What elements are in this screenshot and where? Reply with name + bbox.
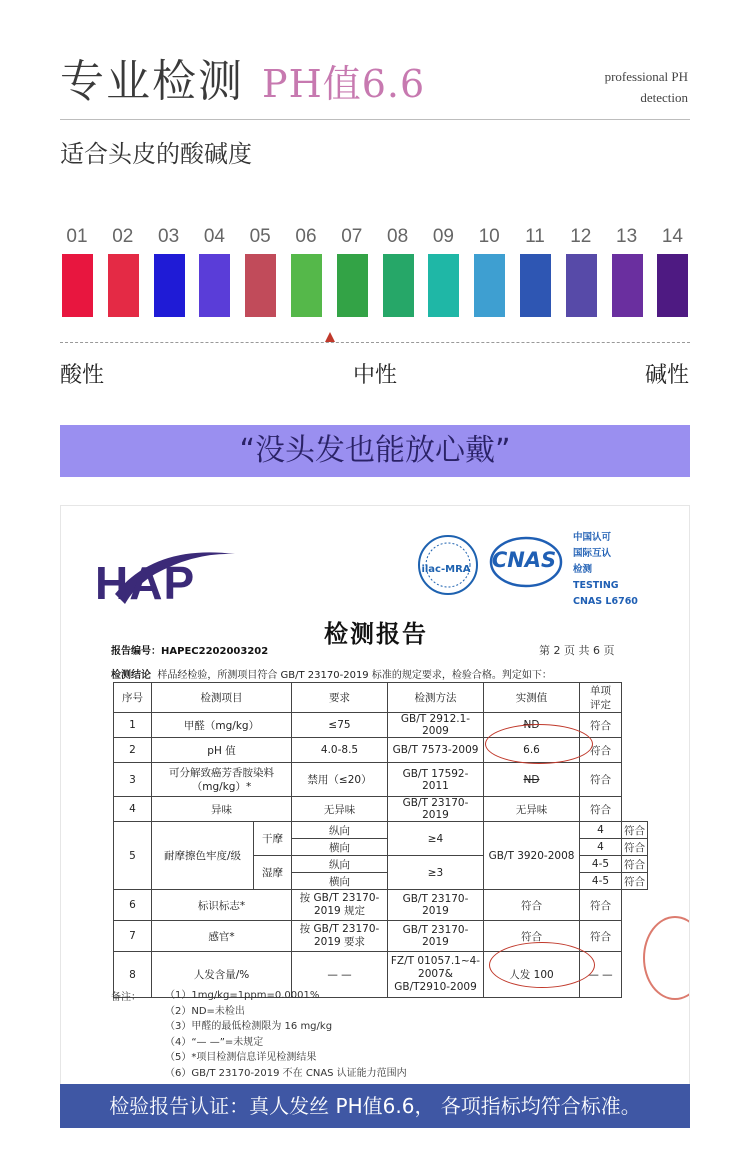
cnas-side-line: TESTING bbox=[573, 580, 619, 591]
ph-color-bar bbox=[62, 254, 93, 317]
cell: ≥3 bbox=[388, 856, 484, 890]
highlight-circle-hair bbox=[489, 942, 595, 988]
cell: GB/T 3920-2008 bbox=[484, 822, 580, 890]
cell: ≤75 bbox=[292, 713, 388, 738]
cell: 符合 bbox=[622, 839, 648, 856]
cell: 异味 bbox=[152, 797, 292, 822]
cell: 可分解致癌芳香胺染料（mg/kg）* bbox=[152, 763, 292, 797]
cell: — — bbox=[292, 952, 388, 998]
header-cell: 检测方法 bbox=[388, 683, 484, 713]
highlight-circle-ph bbox=[485, 724, 593, 764]
hap-logo-text: HAP bbox=[95, 557, 196, 609]
cell: 横向 bbox=[292, 839, 388, 856]
ph-scale-number: 11 bbox=[525, 226, 545, 247]
header-divider bbox=[60, 119, 690, 120]
notes-list bbox=[165, 988, 407, 1081]
cell: 按 GB/T 23170-2019 规定 bbox=[292, 890, 388, 921]
red-seal-stamp bbox=[643, 916, 690, 1000]
note-item: （2）ND=未检出 bbox=[165, 1005, 245, 1017]
cell: 8 bbox=[114, 952, 152, 998]
ph-color-bar bbox=[474, 254, 505, 317]
cnas-logo-text: CNAS bbox=[491, 548, 557, 572]
table-row bbox=[114, 890, 648, 921]
cnas-side-line: 检测 bbox=[573, 564, 593, 575]
cell: 符合 bbox=[580, 763, 622, 797]
ph-color-bar bbox=[657, 254, 688, 317]
cell: ND bbox=[484, 713, 580, 738]
quote-banner-text: “没头发也能放心戴” bbox=[239, 433, 511, 468]
cell: GB/T 2912.1-2009 bbox=[388, 713, 484, 738]
label-neutral: 中性 bbox=[353, 363, 398, 388]
ph-color-bar bbox=[337, 254, 368, 317]
cell: 6 bbox=[114, 890, 152, 921]
cell: 符合 bbox=[580, 738, 622, 763]
ph-scale-number: 09 bbox=[432, 226, 454, 247]
cell: 纵向 bbox=[292, 856, 388, 873]
ph-color-bar bbox=[520, 254, 551, 317]
cell: 按 GB/T 23170-2019 要求 bbox=[292, 921, 388, 952]
report-conclusion bbox=[111, 666, 552, 681]
report-number-value: HAPEC2202003202 bbox=[161, 646, 269, 657]
ph-scale-number: 08 bbox=[387, 226, 409, 247]
cell: 符合 bbox=[580, 890, 622, 921]
ph-color-bar bbox=[108, 254, 139, 317]
cell: — — bbox=[580, 952, 622, 998]
ph-color-bar bbox=[291, 254, 322, 317]
note-item: （5）*项目检测信息详见检测结果 bbox=[165, 1052, 317, 1063]
cell: GB/T 17592-2011 bbox=[388, 763, 484, 797]
ph-scale-number: 02 bbox=[112, 226, 134, 247]
report-page-info: 第 2 页 共 6 页 bbox=[539, 644, 615, 657]
ph-scale-number: 01 bbox=[66, 226, 88, 247]
note-item: （3）甲醛的最低检测限为 16 mg/kg bbox=[165, 1021, 333, 1032]
note-item: （1）1mg/kg=1ppm=0.0001% bbox=[165, 990, 320, 1001]
cell: 符合 bbox=[580, 713, 622, 738]
english-caption-line1: professional PH bbox=[604, 69, 688, 84]
cell: 无异味 bbox=[484, 797, 580, 822]
header-cell: 要求 bbox=[292, 683, 388, 713]
cell: 符合 bbox=[622, 873, 648, 890]
note-item: （6）GB/T 23170-2019 不在 CNAS 认证能力范围内 bbox=[165, 1067, 407, 1079]
ph-scale-number: 04 bbox=[203, 226, 225, 247]
cell-ph-value: 6.6 bbox=[484, 738, 580, 763]
ph-color-bar bbox=[199, 254, 230, 317]
cell: 感官* bbox=[152, 921, 292, 952]
report-number-label: 报告编号： bbox=[111, 646, 161, 657]
test-report-image bbox=[60, 505, 690, 1125]
cell: 湿摩 bbox=[254, 856, 292, 890]
cell: GB/T 23170-2019 bbox=[388, 921, 484, 952]
ph-marker-triangle-icon bbox=[325, 332, 335, 342]
cell: 符合 bbox=[622, 822, 648, 839]
ph-color-bar bbox=[154, 254, 185, 317]
cell: 符合 bbox=[484, 890, 580, 921]
ph-scale-number: 13 bbox=[616, 226, 638, 247]
cnas-side-line: CNAS L6760 bbox=[573, 596, 638, 607]
note-item: （4）“— —”=未规定 bbox=[165, 1036, 264, 1048]
table-row bbox=[114, 797, 648, 822]
cell: 横向 bbox=[292, 873, 388, 890]
ph-scale-number: 12 bbox=[570, 226, 592, 247]
footer-text: 检验报告认证：真人发丝 PH值6.6， 各项指标均符合标准。 bbox=[109, 1094, 641, 1118]
cell: 4.0-8.5 bbox=[292, 738, 388, 763]
header-cell: 检测项目 bbox=[152, 683, 292, 713]
cell: 4 bbox=[580, 839, 622, 856]
cell: ≥4 bbox=[388, 822, 484, 856]
ph-scale-number: 06 bbox=[295, 226, 317, 247]
table-row bbox=[114, 763, 648, 797]
cell: 2 bbox=[114, 738, 152, 763]
cell: FZ/T 01057.1~4-2007& GB/T2910-2009 bbox=[388, 952, 484, 998]
cell: GB/T 7573-2009 bbox=[388, 738, 484, 763]
cell: 干摩 bbox=[254, 822, 292, 856]
cell: 标识标志* bbox=[152, 890, 292, 921]
ph-color-bar bbox=[245, 254, 276, 317]
header-cell: 序号 bbox=[114, 683, 152, 713]
ph-color-bar bbox=[383, 254, 414, 317]
ph-scale-number: 07 bbox=[341, 226, 363, 247]
cnas-side-line: 中国认可 bbox=[573, 532, 612, 543]
header-cell: 单项 评定 bbox=[580, 683, 622, 713]
ph-scale-number: 14 bbox=[661, 226, 683, 247]
english-caption-line2: detection bbox=[640, 90, 688, 105]
cell: 甲醛（mg/kg） bbox=[152, 713, 292, 738]
cell-hair-content: 人发 100 bbox=[484, 952, 580, 998]
cnas-side-line: 国际互认 bbox=[573, 548, 612, 559]
table-header-row bbox=[114, 683, 648, 713]
ph-color-bar bbox=[612, 254, 643, 317]
table-row bbox=[114, 822, 648, 839]
ph-value-title: PH值6.6 bbox=[262, 62, 426, 106]
cell: 符合 bbox=[622, 856, 648, 873]
ph-color-bar bbox=[566, 254, 597, 317]
header-cell: 实测值 bbox=[484, 683, 580, 713]
label-acid: 酸性 bbox=[60, 363, 105, 388]
scale-dashed-line bbox=[60, 342, 690, 343]
cell: GB/T 23170-2019 bbox=[388, 890, 484, 921]
english-caption bbox=[548, 66, 688, 108]
cell: ND bbox=[484, 763, 580, 797]
cell: 纵向 bbox=[292, 822, 388, 839]
cell: 1 bbox=[114, 713, 152, 738]
page-title: 专业检测 bbox=[60, 56, 244, 107]
cell: 符合 bbox=[580, 797, 622, 822]
cell: 4 bbox=[580, 822, 622, 839]
label-alkaline: 碱性 bbox=[645, 363, 690, 388]
cell: GB/T 23170-2019 bbox=[388, 797, 484, 822]
cell: 4-5 bbox=[580, 856, 622, 873]
ph-scale-number: 10 bbox=[478, 226, 500, 247]
ph-scale-number: 05 bbox=[249, 226, 271, 247]
cell: 禁用（≤20） bbox=[292, 763, 388, 797]
cell: 5 bbox=[114, 822, 152, 890]
cell: 无异味 bbox=[292, 797, 388, 822]
cell: 符合 bbox=[484, 921, 580, 952]
cell: 人发含量/% bbox=[152, 952, 292, 998]
conclusion-text: 样品经检验，所测项目符合 GB/T 23170-2019 标准的规定要求，检验合格。判定如下： bbox=[157, 670, 552, 681]
cell: pH 值 bbox=[152, 738, 292, 763]
cell: 4 bbox=[114, 797, 152, 822]
report-title: 检测报告 bbox=[324, 620, 428, 648]
cell: 3 bbox=[114, 763, 152, 797]
report-number bbox=[111, 642, 268, 657]
cell: 4-5 bbox=[580, 873, 622, 890]
cell: 7 bbox=[114, 921, 152, 952]
notes-label: 备注： bbox=[111, 992, 141, 1003]
subtitle: 适合头皮的酸碱度 bbox=[60, 140, 252, 168]
ph-scale-number: 03 bbox=[158, 226, 180, 247]
ph-color-bar bbox=[428, 254, 459, 317]
conclusion-label: 检测结论 bbox=[111, 670, 151, 681]
cell: 耐摩擦色牢度/级 bbox=[152, 822, 254, 890]
cell: 符合 bbox=[580, 921, 622, 952]
ilac-mra-logo-text: ilac-MRA bbox=[421, 564, 471, 575]
